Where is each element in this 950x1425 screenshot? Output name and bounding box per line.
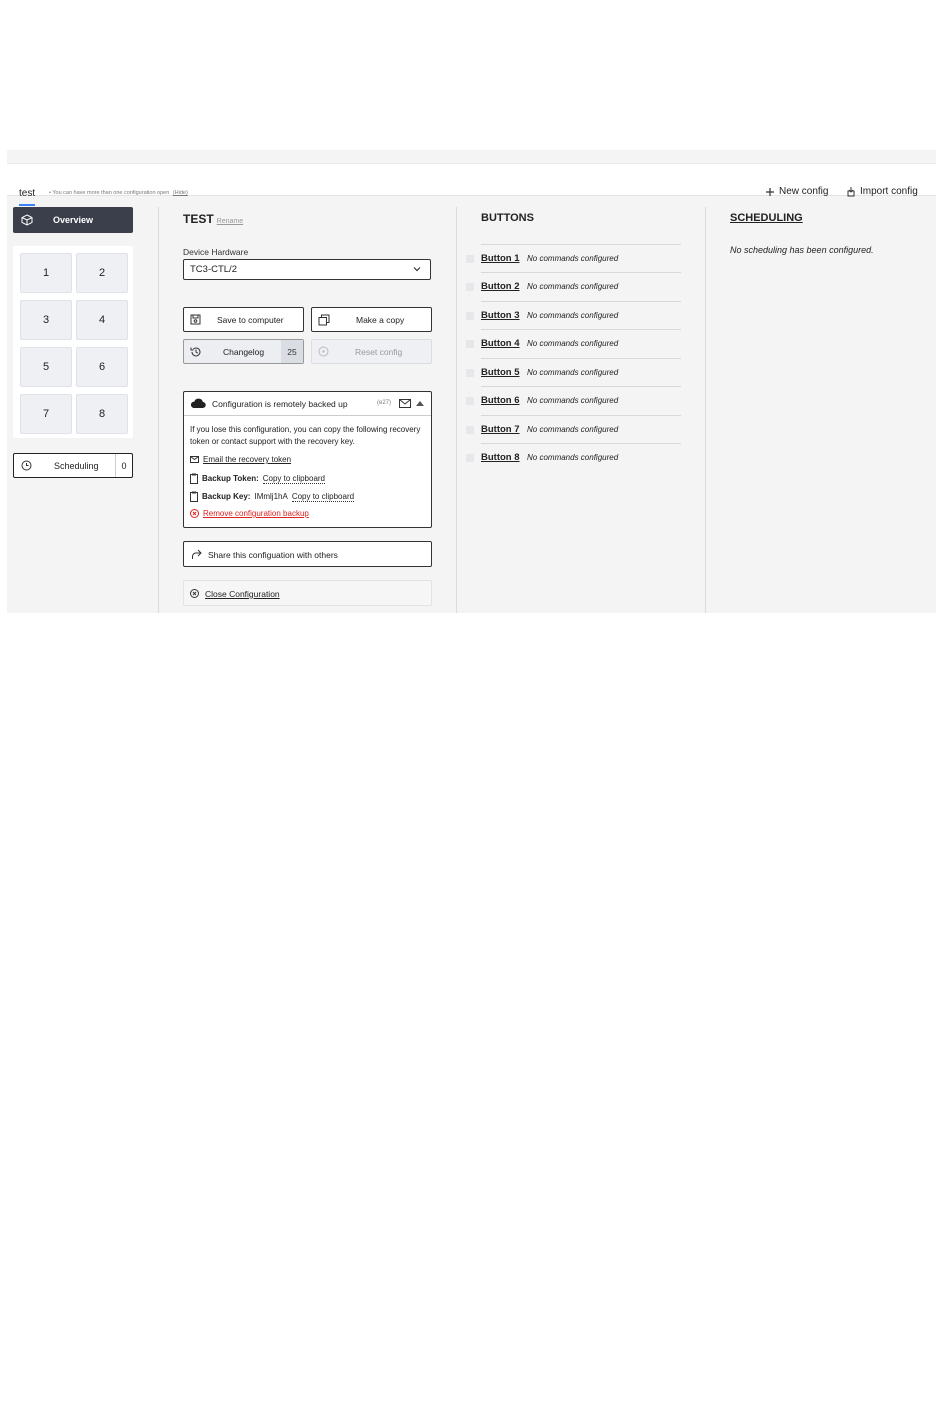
save-label: Save to computer bbox=[217, 315, 284, 325]
copy-icon bbox=[318, 314, 330, 326]
cloud-icon bbox=[190, 397, 206, 409]
save-to-computer-button[interactable] bbox=[183, 307, 304, 332]
row-checkbox[interactable] bbox=[466, 454, 474, 462]
collapse-icon[interactable] bbox=[416, 401, 424, 406]
plus-icon bbox=[765, 187, 775, 197]
scheduling-button[interactable] bbox=[13, 453, 133, 478]
grid-button-8[interactable]: 8 bbox=[76, 394, 128, 434]
changelog-button[interactable] bbox=[183, 339, 304, 364]
email-token-link[interactable]: Email the recovery token bbox=[203, 455, 292, 464]
button-name[interactable]: Button 1 bbox=[481, 253, 520, 264]
button-name[interactable]: Button 7 bbox=[481, 424, 520, 435]
tab-test[interactable]: test bbox=[19, 188, 35, 206]
grid-button-1[interactable]: 1 bbox=[20, 253, 72, 293]
button-row-4[interactable] bbox=[481, 329, 681, 358]
tab-bar bbox=[7, 164, 936, 199]
import-config-button[interactable] bbox=[846, 186, 918, 197]
hardware-value: TC3-CTL/2 bbox=[190, 264, 237, 275]
app-window bbox=[7, 150, 936, 613]
remove-backup-row[interactable] bbox=[190, 509, 309, 518]
remove-icon bbox=[190, 509, 199, 518]
button-row-7[interactable] bbox=[481, 415, 681, 444]
row-checkbox[interactable] bbox=[466, 340, 474, 348]
button-desc: No commands configured bbox=[527, 282, 619, 291]
envelope-icon[interactable] bbox=[399, 399, 411, 408]
backup-header[interactable] bbox=[184, 392, 431, 416]
row-checkbox[interactable] bbox=[466, 369, 474, 377]
close-icon bbox=[190, 589, 199, 598]
tab-hint bbox=[49, 190, 188, 196]
row-checkbox[interactable] bbox=[466, 397, 474, 405]
hardware-select[interactable] bbox=[183, 259, 431, 280]
rename-link[interactable]: Rename bbox=[216, 218, 244, 225]
button-row-3[interactable] bbox=[481, 301, 681, 330]
scheduling-title: SCHEDULING bbox=[730, 212, 803, 224]
changelog-count: 25 bbox=[281, 340, 303, 363]
chevron-down-icon bbox=[412, 264, 422, 274]
button-desc: No commands configured bbox=[527, 425, 619, 434]
clock-icon bbox=[21, 460, 32, 471]
button-name[interactable]: Button 2 bbox=[481, 281, 520, 292]
scheduling-count: 0 bbox=[115, 454, 132, 477]
button-row-1[interactable] bbox=[481, 244, 681, 273]
copy-key-button[interactable]: Copy to clipboard bbox=[291, 491, 355, 501]
button-name[interactable]: Button 3 bbox=[481, 310, 520, 321]
overview-label: Overview bbox=[52, 215, 94, 225]
backup-title: Configuration is remotely backed up bbox=[212, 399, 348, 409]
close-configuration-button[interactable] bbox=[183, 580, 432, 606]
share-button[interactable] bbox=[183, 541, 432, 567]
hardware-label: Device Hardware bbox=[183, 247, 249, 257]
new-config-label: New config bbox=[779, 186, 829, 197]
copy-token-button[interactable]: Copy to clipboard bbox=[262, 473, 326, 483]
buttons-title: BUTTONS bbox=[481, 212, 534, 224]
grid-button-5[interactable]: 5 bbox=[20, 347, 72, 387]
row-checkbox[interactable] bbox=[466, 312, 474, 320]
backup-token-label: Backup Token: bbox=[202, 474, 259, 483]
close-label: Close Configuration bbox=[205, 589, 280, 599]
button-row-2[interactable] bbox=[481, 272, 681, 301]
button-name[interactable]: Button 6 bbox=[481, 395, 520, 406]
reset-label: Reset config bbox=[355, 347, 403, 357]
hide-hint-link[interactable]: (Hide) bbox=[172, 190, 188, 196]
button-name[interactable]: Button 8 bbox=[481, 452, 520, 463]
divider-1 bbox=[158, 207, 159, 613]
grid-button-2[interactable]: 2 bbox=[76, 253, 128, 293]
backup-token-row bbox=[190, 473, 325, 484]
clipboard-icon bbox=[190, 473, 198, 484]
cube-icon bbox=[21, 214, 33, 226]
button-grid bbox=[13, 246, 133, 438]
mail-icon bbox=[190, 456, 199, 463]
scheduling-empty: No scheduling has been configured. bbox=[730, 245, 874, 255]
button-desc: No commands configured bbox=[527, 453, 619, 462]
button-desc: No commands configured bbox=[527, 254, 619, 263]
button-name[interactable]: Button 5 bbox=[481, 367, 520, 378]
grid-button-7[interactable]: 7 bbox=[20, 394, 72, 434]
overview-button[interactable] bbox=[13, 207, 133, 233]
divider-3 bbox=[705, 207, 706, 613]
new-config-button[interactable] bbox=[765, 186, 828, 197]
clipboard-icon bbox=[190, 491, 198, 502]
scheduling-label: Scheduling bbox=[54, 461, 99, 471]
row-checkbox[interactable] bbox=[466, 255, 474, 263]
button-desc: No commands configured bbox=[527, 396, 619, 405]
backup-note: (e27) bbox=[377, 400, 392, 406]
remove-backup-link[interactable]: Remove configuration backup bbox=[203, 509, 309, 518]
share-label: Share this configuation with others bbox=[208, 550, 338, 560]
import-config-label: Import config bbox=[860, 186, 918, 197]
row-checkbox[interactable] bbox=[466, 426, 474, 434]
button-row-6[interactable] bbox=[481, 386, 681, 415]
backup-panel bbox=[183, 391, 432, 528]
import-icon bbox=[846, 187, 856, 197]
backup-key-row bbox=[190, 491, 354, 502]
button-row-5[interactable] bbox=[481, 358, 681, 387]
button-row-8[interactable] bbox=[481, 443, 681, 472]
config-title-row bbox=[183, 212, 243, 226]
grid-button-4[interactable]: 4 bbox=[76, 300, 128, 340]
copy-label: Make a copy bbox=[356, 315, 405, 325]
history-icon bbox=[190, 346, 202, 358]
button-desc: No commands configured bbox=[527, 368, 619, 377]
row-checkbox[interactable] bbox=[466, 283, 474, 291]
button-desc: No commands configured bbox=[527, 311, 619, 320]
config-title: TEST bbox=[183, 212, 214, 226]
button-name[interactable]: Button 4 bbox=[481, 338, 520, 349]
divider-2 bbox=[456, 207, 457, 613]
backup-key-value: IMmlj1hA bbox=[254, 492, 288, 501]
backup-description: If you lose this configuration, you can copy the following recovery token or contact support with the recovery key. bbox=[190, 425, 421, 446]
grid-button-6[interactable]: 6 bbox=[76, 347, 128, 387]
tab-hint-text: • You can have more than one configuration open bbox=[49, 190, 170, 196]
grid-button-3[interactable]: 3 bbox=[20, 300, 72, 340]
backup-key-label: Backup Key: bbox=[202, 492, 251, 501]
button-desc: No commands configured bbox=[527, 339, 619, 348]
reset-config-button[interactable] bbox=[311, 339, 432, 364]
reset-icon bbox=[318, 346, 329, 357]
make-copy-button[interactable] bbox=[311, 307, 432, 332]
save-icon bbox=[190, 314, 201, 325]
share-icon bbox=[191, 549, 202, 560]
email-token-row[interactable] bbox=[190, 455, 291, 464]
changelog-label: Changelog bbox=[223, 347, 265, 357]
